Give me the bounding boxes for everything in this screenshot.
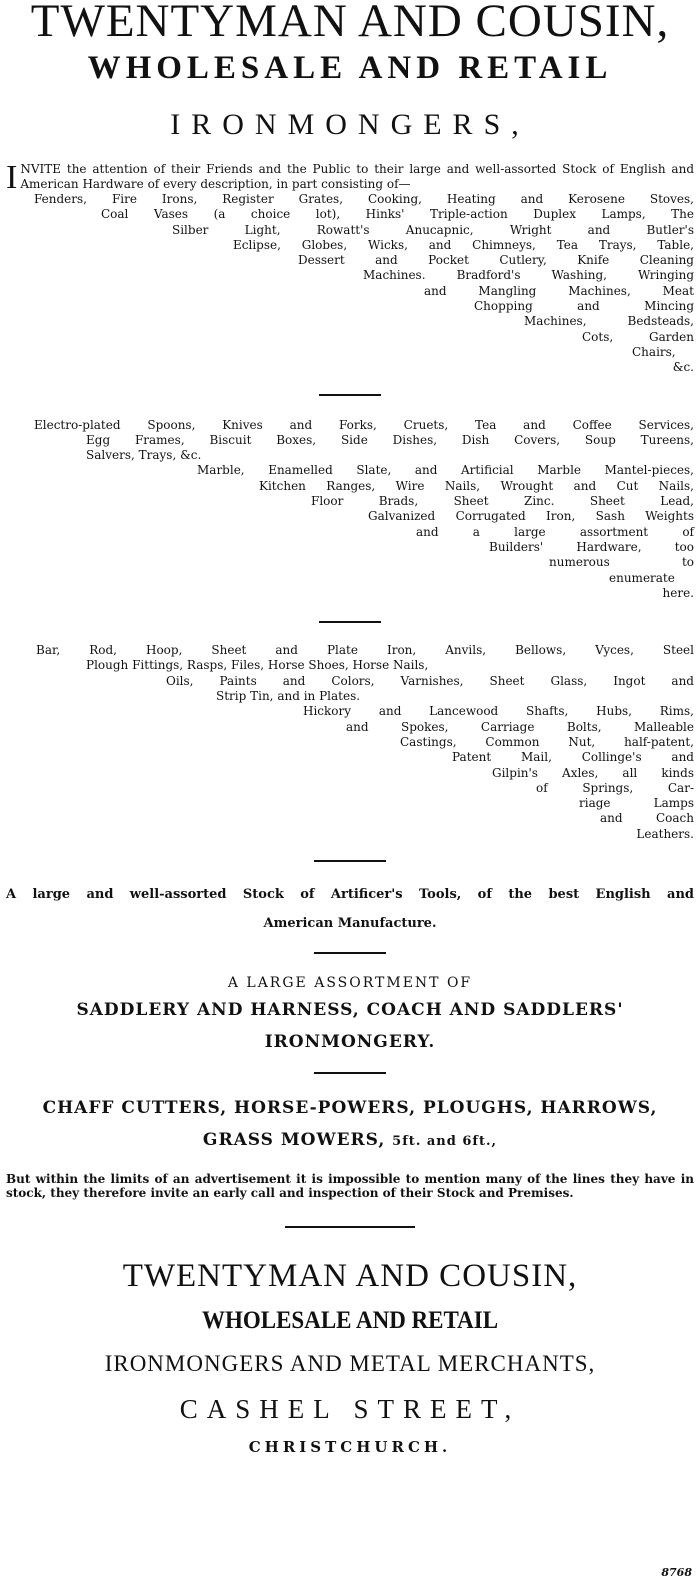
goods-block-iron [6, 643, 694, 842]
goods-line: Coal Vases (a choice lot), Hinks' Triple-action Duplex Lamps, The [101, 207, 694, 222]
divider-rule [314, 952, 386, 954]
goods-line: Bar, Rod, Hoop, Sheet and Plate Iron, Anvils, Bellows, Vyces, Steel [36, 643, 694, 658]
goods-line: and Spokes, Carriage Bolts, Malleable [346, 719, 694, 734]
goods-line: Machines. Bradford's Washing, Wringing [363, 268, 694, 283]
reference-number: 8768 [661, 1566, 692, 1579]
goods-line: Hickory and Lancewood Shafts, Hubs, Rims, [303, 704, 694, 719]
goods-line: Galvanized Corrugated Iron, Sash Weights [368, 509, 694, 524]
goods-line: Strip Tin, and in Plates. [216, 689, 361, 704]
goods-line: Electro-plated Spoons, Knives and Forks, Cruets, Tea and Coffee Services, [34, 417, 694, 432]
goods-line: Patent Mail, Collinge's and [452, 750, 694, 765]
chaff-mowers: GRASS MOWERS, [202, 1129, 386, 1150]
goods-line: Floor Brads, Sheet Zinc. Sheet Lead, [311, 494, 694, 509]
goods-line: Egg Frames, Biscuit Boxes, Side Dishes, Dish Covers, Soup Tureens, [86, 432, 694, 447]
saddlery-line-2: SADDLERY AND HARNESS, COACH AND SADDLERS' [76, 999, 624, 1020]
chaff-line-2 [6, 1124, 694, 1158]
divider-rule [314, 860, 386, 862]
chaff-sizes: 5ft. and 6ft., [392, 1133, 498, 1149]
goods-line: Silber Light, Rowatt's Anucapnic, Wright and Butler's [172, 222, 694, 237]
goods-line: Plough Fittings, Rasps, Files, Horse Shoes, Horse Nails, [86, 658, 429, 673]
chaff-line-1: CHAFF CUTTERS, HORSE-POWERS, PLOUGHS, HARROWS, [42, 1097, 658, 1118]
goods-line: Leathers. [636, 826, 694, 841]
goods-line: Eclipse, Globes, Wicks, and Chimneys, Tea Trays, Table, [233, 237, 694, 252]
intro-dropcap: I [6, 159, 18, 196]
header-ironmongers: IRONMONGERS, [170, 108, 530, 141]
goods-line: Builders' Hardware, too [489, 539, 694, 554]
goods-line: Castings, Common Nut, half-patent, [400, 734, 694, 749]
footer-city: CHRISTCHURCH. [248, 1437, 452, 1456]
divider-rule [314, 1072, 386, 1074]
goods-line: Oils, Paints and Colors, Varnishes, Sheet Glass, Ingot and [166, 673, 694, 688]
goods-line: Salvers, Trays, &c. [86, 448, 202, 463]
goods-line: Gilpin's Axles, all kinds [492, 765, 694, 780]
saddlery-line-1: A LARGE ASSORTMENT OF [227, 974, 473, 991]
goods-line: and Coach [600, 811, 694, 826]
tools-line-2: American Manufacture. [263, 915, 437, 931]
closing-paragraph: But within the limits of an advertisement it is impossible to mention many of the lines they have in stock, they therefore invite an early call and inspection of their Stock and Premises. [6, 1171, 694, 1200]
header-firm-name: TWENTYMAN AND COUSIN, [30, 0, 670, 47]
goods-line: Chopping and Mincing [474, 299, 694, 314]
footer-ironmongers-metal: IRONMONGERS AND METAL MERCHANTS, [104, 1350, 596, 1376]
goods-line: Dessert and Pocket Cutlery, Knife Cleaning [298, 253, 694, 268]
goods-block-electroplate [6, 418, 694, 602]
intro-paragraph [6, 159, 694, 196]
goods-line: enumerate [609, 570, 675, 585]
intro-text: NVITE the attention of their Friends and the Public to their large and well-assorted Stock of English and American Hardware of every description, in part consisting of— [20, 162, 694, 191]
footer-firm-name: TWENTYMAN AND COUSIN, [122, 1257, 578, 1294]
header-wholesale-retail: WHOLESALE AND RETAIL [87, 50, 613, 86]
goods-line: Chairs, [632, 344, 676, 359]
goods-line: here. [662, 585, 694, 600]
tools-line-1: A large and well-assorted Stock of Artificer's Tools, of the best English and [6, 886, 694, 902]
footer-wholesale-retail: WHOLESALE AND RETAIL [201, 1306, 499, 1334]
goods-line: &c. [672, 360, 694, 375]
goods-line: Fenders, Fire Irons, Register Grates, Cooking, Heating and Kerosene Stoves, [34, 192, 694, 206]
goods-line: numerous to [549, 555, 694, 570]
goods-line: Kitchen Ranges, Wire Nails, Wrought and Cut Nails, [259, 478, 694, 493]
goods-line: and a large assortment of [416, 524, 694, 539]
divider-rule [285, 1226, 415, 1228]
footer-street: CASHEL STREET, [179, 1393, 521, 1424]
goods-line: of Springs, Car- [536, 780, 694, 795]
goods-line: Marble, Enamelled Slate, and Artificial Marble Mantel-pieces, [197, 463, 694, 478]
goods-line: and Mangling Machines, Meat [424, 283, 694, 298]
goods-line: Machines, Bedsteads, [524, 314, 694, 329]
saddlery-line-3: IRONMONGERY. [264, 1031, 436, 1052]
divider-rule [319, 394, 381, 396]
divider-rule [319, 621, 381, 623]
goods-line: riage Lamps [579, 796, 694, 811]
goods-line: Cots, Garden [582, 329, 694, 344]
goods-block-household [6, 192, 694, 376]
